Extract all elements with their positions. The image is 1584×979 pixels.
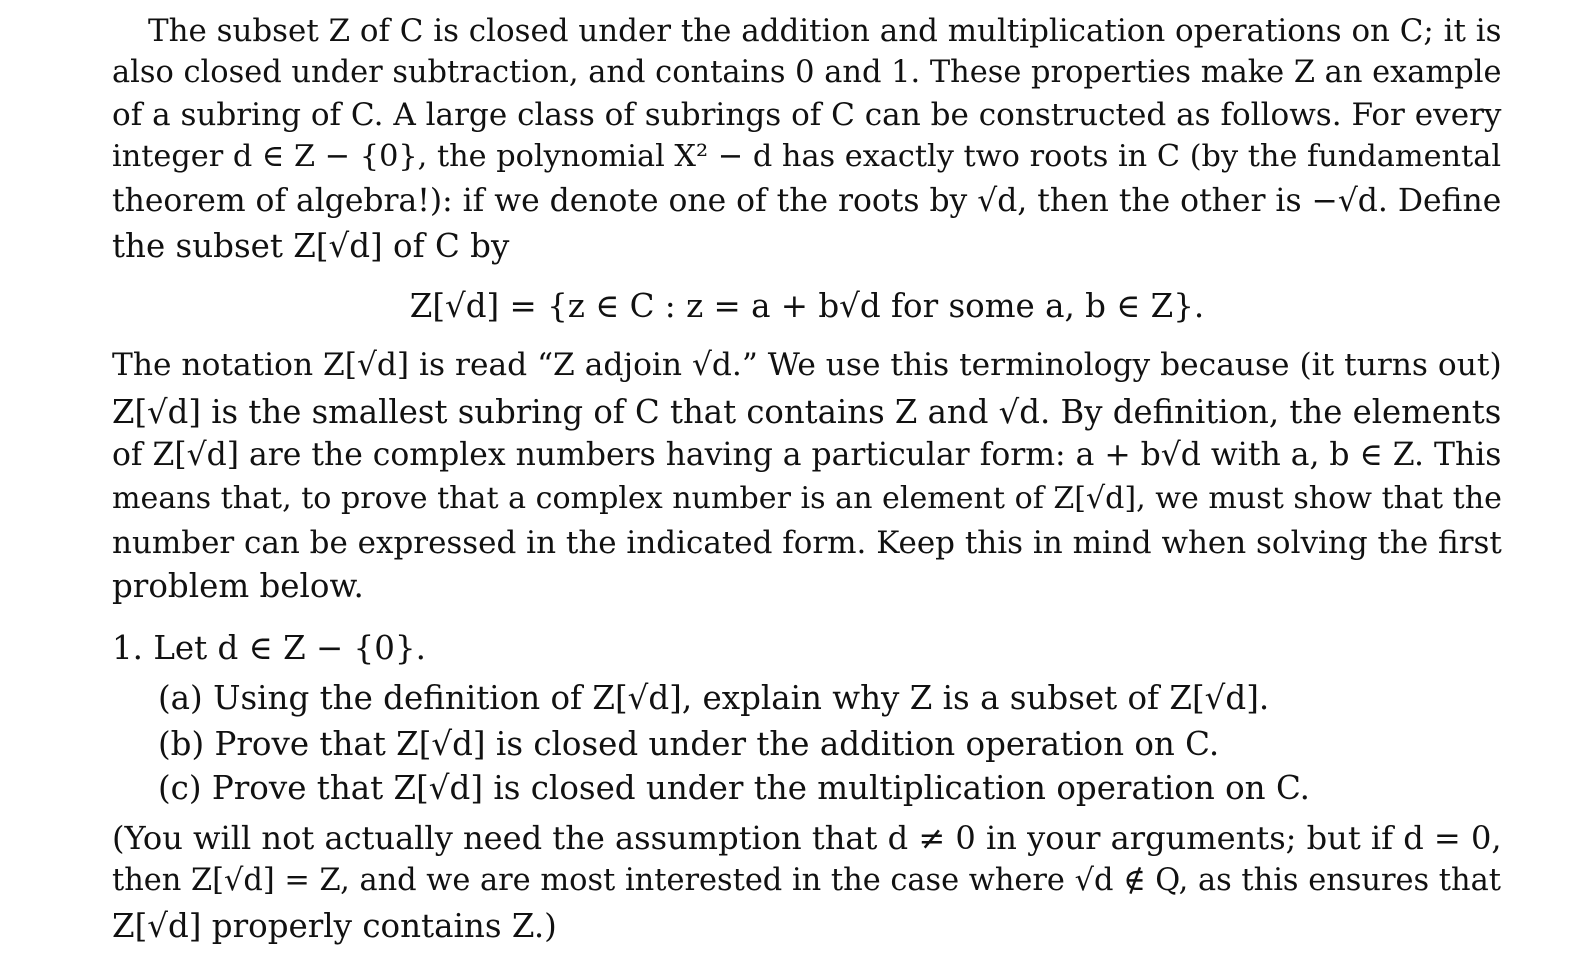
intro-line-1: The subset Z of C is closed under the addition and multiplication operations on C; it is bbox=[148, 13, 1502, 49]
body-line-4: means that, to prove that a complex number is an element of Z[√d], we must show that the bbox=[112, 481, 1502, 516]
body-line-6: problem below. bbox=[112, 567, 364, 605]
problem-header: 1. Let d ∈ Z − {0}. bbox=[112, 629, 426, 667]
problem-part-a: (a) Using the definition of Z[√d], explain why Z is a subset of Z[√d]. bbox=[158, 679, 1270, 717]
problem-part-b: (b) Prove that Z[√d] is closed under the addition operation on C. bbox=[158, 725, 1220, 763]
body-line-2: Z[√d] is the smallest subring of C that contains Z and √d. By definition, the elements bbox=[112, 393, 1502, 431]
body-line-3: of Z[√d] are the complex numbers having a particular form: a + b√d with a, b ∈ Z. This bbox=[112, 437, 1502, 473]
intro-line-4: integer d ∈ Z − {0}, the polynomial X² − d has exactly two roots in C (by the fundamental bbox=[112, 139, 1502, 174]
display-equation: Z[√d] = {z ∈ C : z = a + b√d for some a, b ∈ Z}. bbox=[409, 287, 1205, 325]
body-line-5: number can be expressed in the indicated form. Keep this in mind when solving the first bbox=[112, 525, 1502, 561]
intro-line-3: of a subring of C. A large class of subrings of C can be constructed as follows. For every bbox=[112, 97, 1502, 133]
note-line-3: Z[√d] properly contains Z.) bbox=[112, 907, 557, 945]
intro-line-6: the subset Z[√d] of C by bbox=[112, 227, 510, 265]
note-line-1: (You will not actually need the assumption that d ≠ 0 in your arguments; but if d = 0, bbox=[112, 819, 1502, 857]
problem-part-c: (c) Prove that Z[√d] is closed under the multiplication operation on C. bbox=[158, 769, 1310, 807]
intro-line-2: also closed under subtraction, and contains 0 and 1. These properties make Z an example bbox=[112, 55, 1502, 90]
note-line-2: then Z[√d] = Z, and we are most interested in the case where √d ∉ Q, as this ensures that bbox=[112, 863, 1501, 898]
body-line-1: The notation Z[√d] is read “Z adjoin √d.” We use this terminology because (it turns out) bbox=[112, 347, 1502, 383]
intro-line-5: theorem of algebra!): if we denote one of the roots by √d, then the other is −√d. Define bbox=[112, 183, 1502, 219]
